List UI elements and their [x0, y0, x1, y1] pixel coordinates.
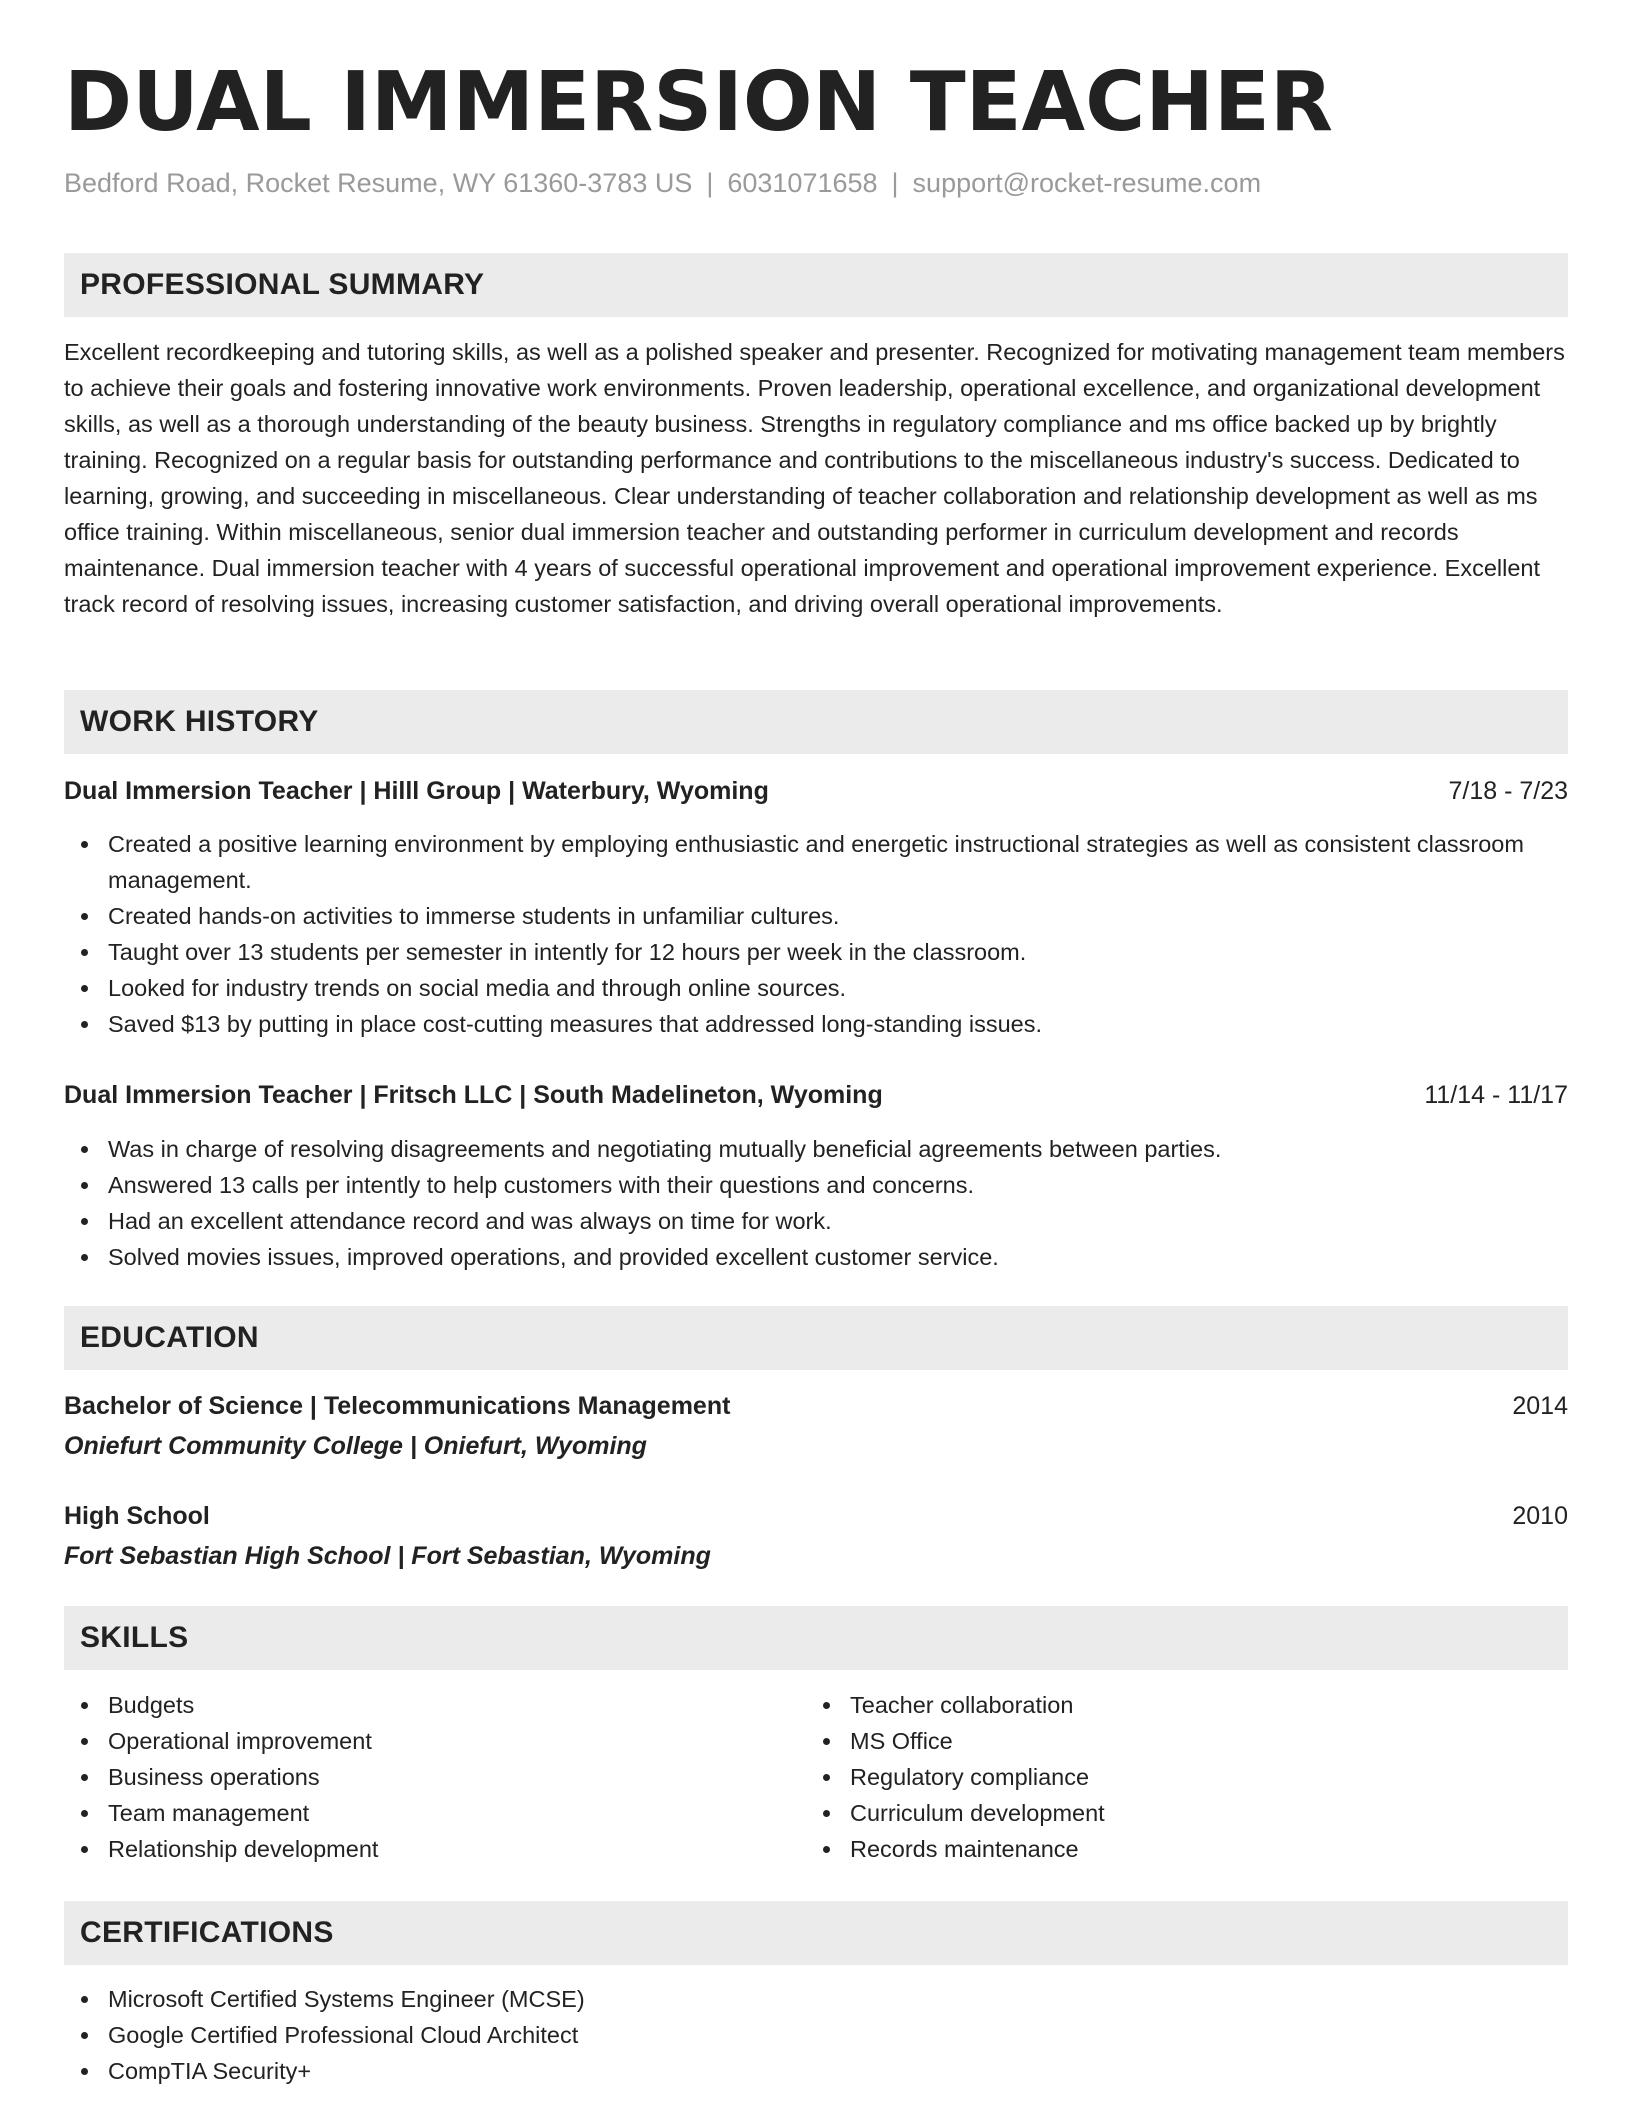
contact-email: support@rocket-resume.com	[912, 168, 1262, 198]
certifications-section-header	[64, 1901, 1568, 1965]
summary-section-header	[64, 253, 1568, 317]
summary-heading: PROFESSIONAL SUMMARY	[80, 268, 485, 301]
certification-item: Microsoft Certified Systems Engineer (MCSE)	[64, 1981, 1568, 2017]
list-item: Taught over 13 students per semester in intently for 12 hours per week in the classroom.	[64, 934, 1568, 970]
contact-separator: |	[891, 168, 899, 198]
skill-item: Regulatory compliance	[806, 1759, 1506, 1795]
graduation-year: 2010	[1512, 1502, 1568, 1530]
skill-item: Curriculum development	[806, 1795, 1506, 1831]
certifications-list	[64, 1981, 1568, 2089]
school-name: Fort Sebastian High School | Fort Sebastian, Wyoming	[64, 1542, 711, 1570]
job-title: Dual Immersion Teacher | Hilll Group | Waterbury, Wyoming	[64, 777, 769, 805]
skills-list-right	[806, 1687, 1506, 1867]
degree-title: High School	[64, 1502, 210, 1530]
job-title: Dual Immersion Teacher | Fritsch LLC | South Madelineton, Wyoming	[64, 1081, 883, 1109]
skill-item: Operational improvement	[64, 1723, 764, 1759]
skill-item: Business operations	[64, 1759, 764, 1795]
skills-heading: SKILLS	[80, 1621, 189, 1654]
graduation-year: 2014	[1512, 1392, 1568, 1420]
work-heading: WORK HISTORY	[80, 705, 319, 738]
list-item: Solved movies issues, improved operations, and provided excellent customer service.	[64, 1239, 1568, 1275]
contact-phone: 6031071658	[727, 168, 878, 198]
contact-line	[64, 166, 1261, 200]
list-item: Answered 13 calls per intently to help customers with their questions and concerns.	[64, 1167, 1568, 1203]
job-dates: 11/14 - 11/17	[1424, 1081, 1568, 1109]
degree-title: Bachelor of Science | Telecommunications Management	[64, 1392, 731, 1420]
certifications-heading: CERTIFICATIONS	[80, 1916, 334, 1949]
skills-section-header	[64, 1606, 1568, 1670]
job-dates: 7/18 - 7/23	[1448, 777, 1568, 805]
list-item: Created hands-on activities to immerse students in unfamiliar cultures.	[64, 898, 1568, 934]
skill-item: Budgets	[64, 1687, 764, 1723]
certification-item: Google Certified Professional Cloud Architect	[64, 2017, 1568, 2053]
summary-text: Excellent recordkeeping and tutoring skills, as well as a polished speaker and presenter. Recognized for motivating management team members to achieve their goals and fostering innovative work environments. Proven leadership, operational excellence, and organizational development skills, as well as a thorough understanding of the beauty business. Strengths in regulatory compliance and ms office backed up by brightly training. Recognized on a regular basis for outstanding performance and contributions to the miscellaneous industry's success. Dedicated to learning, growing, and succeeding in miscellaneous. Clear understanding of teacher collaboration and relationship development as well as ms office training. Within miscellaneous, senior dual immersion teacher and outstanding performer in curriculum development and records maintenance. Dual immersion teacher with 4 years of successful operational improvement and operational improvement experience. Excellent track record of resolving issues, increasing customer satisfaction, and driving overall operational improvements.	[64, 339, 1565, 617]
skills-list-left	[64, 1687, 764, 1867]
education-section-header	[64, 1306, 1568, 1370]
skill-item: Teacher collaboration	[806, 1687, 1506, 1723]
list-item: Saved $13 by putting in place cost-cutting measures that addressed long-standing issues.	[64, 1006, 1568, 1042]
job-bullets	[64, 826, 1568, 1042]
list-item: Looked for industry trends on social media and through online sources.	[64, 970, 1568, 1006]
skill-item: MS Office	[806, 1723, 1506, 1759]
list-item: Had an excellent attendance record and was always on time for work.	[64, 1203, 1568, 1239]
contact-separator: |	[706, 168, 714, 198]
education-heading: EDUCATION	[80, 1321, 259, 1354]
work-section-header	[64, 690, 1568, 754]
school-name: Oniefurt Community College | Oniefurt, Wyoming	[64, 1432, 647, 1460]
list-item: Created a positive learning environment by employing enthusiastic and energetic instructional strategies as well as consistent classroom management.	[64, 826, 1568, 898]
job-bullets	[64, 1131, 1568, 1275]
skill-item: Records maintenance	[806, 1831, 1506, 1867]
skill-item: Team management	[64, 1795, 764, 1831]
contact-address: Bedford Road, Rocket Resume, WY 61360-3783 US	[64, 168, 693, 198]
candidate-name: DUAL IMMERSION TEACHER	[64, 55, 1334, 150]
list-item: Was in charge of resolving disagreements and negotiating mutually beneficial agreements between parties.	[64, 1131, 1568, 1167]
certification-item: CompTIA Security+	[64, 2053, 1568, 2089]
skill-item: Relationship development	[64, 1831, 764, 1867]
